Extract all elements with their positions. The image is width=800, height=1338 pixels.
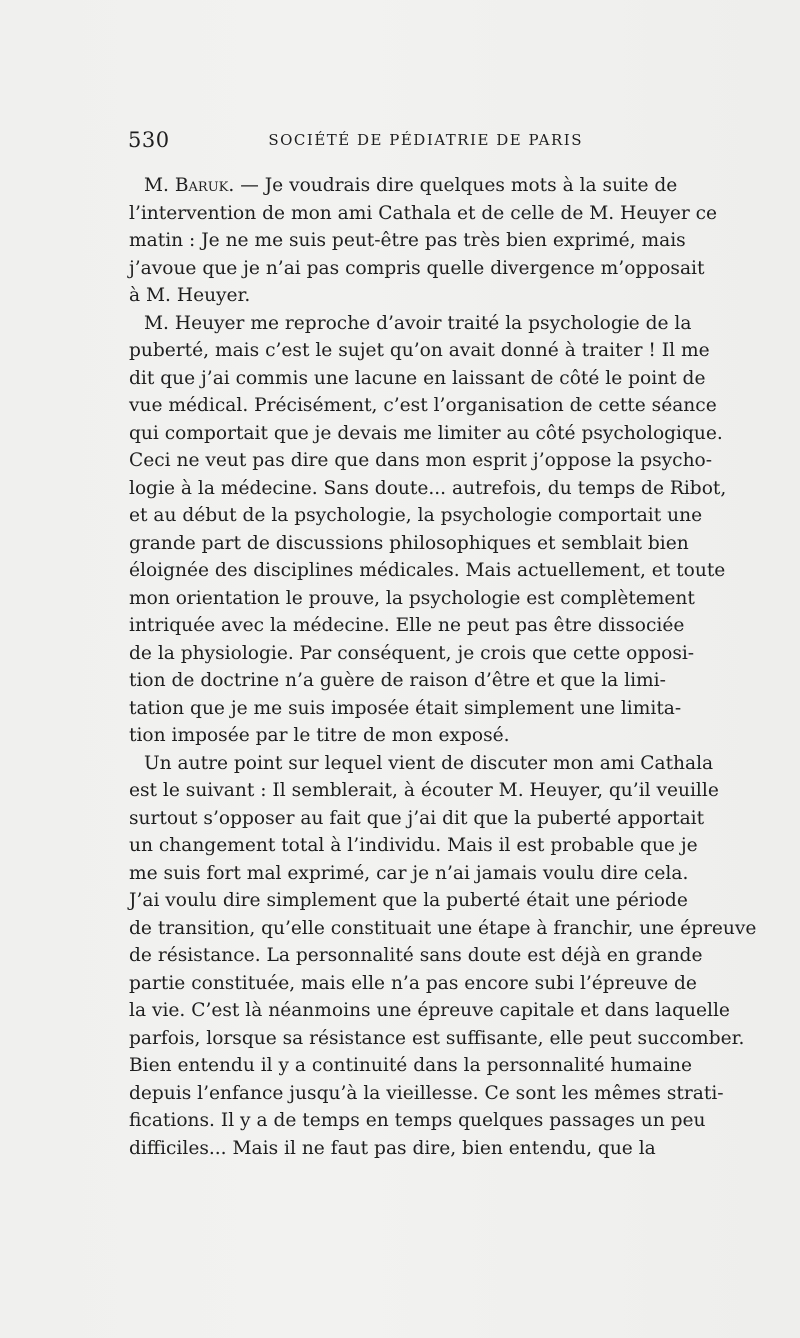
text-line: depuis l’enfance jusqu’à la vieillesse. Ce sont les mêmes strati-: [129, 1082, 724, 1104]
text-line: est le suivant : Il semblerait, à écouter M. Heuyer, qu’il veuille: [129, 780, 719, 801]
text-line: J’ai voulu dire simplement que la puberté était une période: [129, 890, 688, 911]
text-line: tion de doctrine n’a guère de raison d’être et que la limi-: [129, 670, 666, 691]
text-line: intriquée avec la médecine. Elle ne peut pas être dissociée: [129, 615, 685, 636]
text-line: [129, 172, 678, 200]
text-line: mon orientation le prouve, la psychologie est complètement: [129, 587, 695, 609]
text-line: M. Heuyer me reproche d’avoir traité la psychologie de la: [144, 312, 692, 334]
text-line: et au début de la psychologie, la psychologie comportait une: [129, 505, 703, 526]
text-line: tion imposée par le titre de mon exposé.: [129, 725, 510, 746]
running-title: SOCIÉTÉ DE PÉDIATRIE DE PARIS: [268, 131, 583, 149]
text-line: puberté, mais c’est le sujet qu’on avait donné à traiter ! Il me: [129, 340, 710, 361]
text-line: à M. Heuyer.: [129, 285, 251, 306]
running-head: [128, 128, 583, 158]
text-line: surtout s’opposer au fait que j’ai dit que la puberté apportait: [129, 807, 705, 829]
text-line: un changement total à l’individu. Mais il est probable que je: [129, 835, 698, 856]
text-line: la vie. C’est là néanmoins une épreuve capitale et dans laquelle: [129, 1000, 730, 1021]
body-text: [129, 172, 757, 1162]
text-line: j’avoue que je n’ai pas compris quelle divergence m’opposait: [129, 257, 705, 279]
text-line: de transition, qu’elle constituait une étape à franchir, une épreuve: [129, 917, 757, 939]
text-line: difficiles... Mais il ne faut pas dire, bien entendu, que la: [129, 1137, 656, 1159]
text-line: Bien entendu il y a continuité dans la personnalité humaine: [129, 1055, 693, 1076]
text-line: qui comportait que je devais me limiter au côté psychologique.: [129, 422, 723, 444]
speaker-prefix: M.: [144, 175, 175, 196]
speaker-remark: . — Je voudrais dire quelques mots à la suite de: [228, 175, 678, 196]
text-line: éloignée des disciplines médicales. Mais actuellement, et toute: [129, 560, 726, 581]
text-line: vue médical. Précisément, c’est l’organisation de cette séance: [129, 395, 717, 416]
text-line: me suis fort mal exprimé, car je n’ai jamais voulu dire cela.: [129, 862, 689, 884]
text-line: de résistance. La personnalité sans doute est déjà en grande: [129, 945, 703, 966]
text-line: matin : Je ne me suis peut-être pas très bien exprimé, mais: [129, 230, 686, 251]
text-line: grande part de discussions philosophiques et semblait bien: [129, 532, 689, 554]
text-line: de la physiologie. Par conséquent, je crois que cette opposi-: [129, 642, 695, 664]
text-line: tation que je me suis imposée était simplement une limita-: [129, 697, 682, 719]
text-line: logie à la médecine. Sans doute... autrefois, du temps de Ribot,: [129, 477, 727, 499]
text-line: l’intervention de mon ami Cathala et de celle de M. Heuyer ce: [129, 202, 718, 224]
text-line: parfois, lorsque sa résistance est suffisante, elle peut succomber.: [129, 1027, 745, 1049]
text-line: partie constituée, mais elle n’a pas encore subi l’épreuve de: [129, 972, 697, 994]
page-number: 530: [128, 128, 170, 152]
text-line: Un autre point sur lequel vient de discuter mon ami Cathala: [144, 752, 714, 774]
text-line: fications. Il y a de temps en temps quelques passages un peu: [129, 1110, 706, 1131]
text-line: Ceci ne veut pas dire que dans mon esprit j’oppose la psycho-: [129, 450, 713, 471]
text-line: dit que j’ai commis une lacune en laissant de côté le point de: [129, 367, 706, 389]
speaker-name: Baruk: [174, 175, 229, 196]
